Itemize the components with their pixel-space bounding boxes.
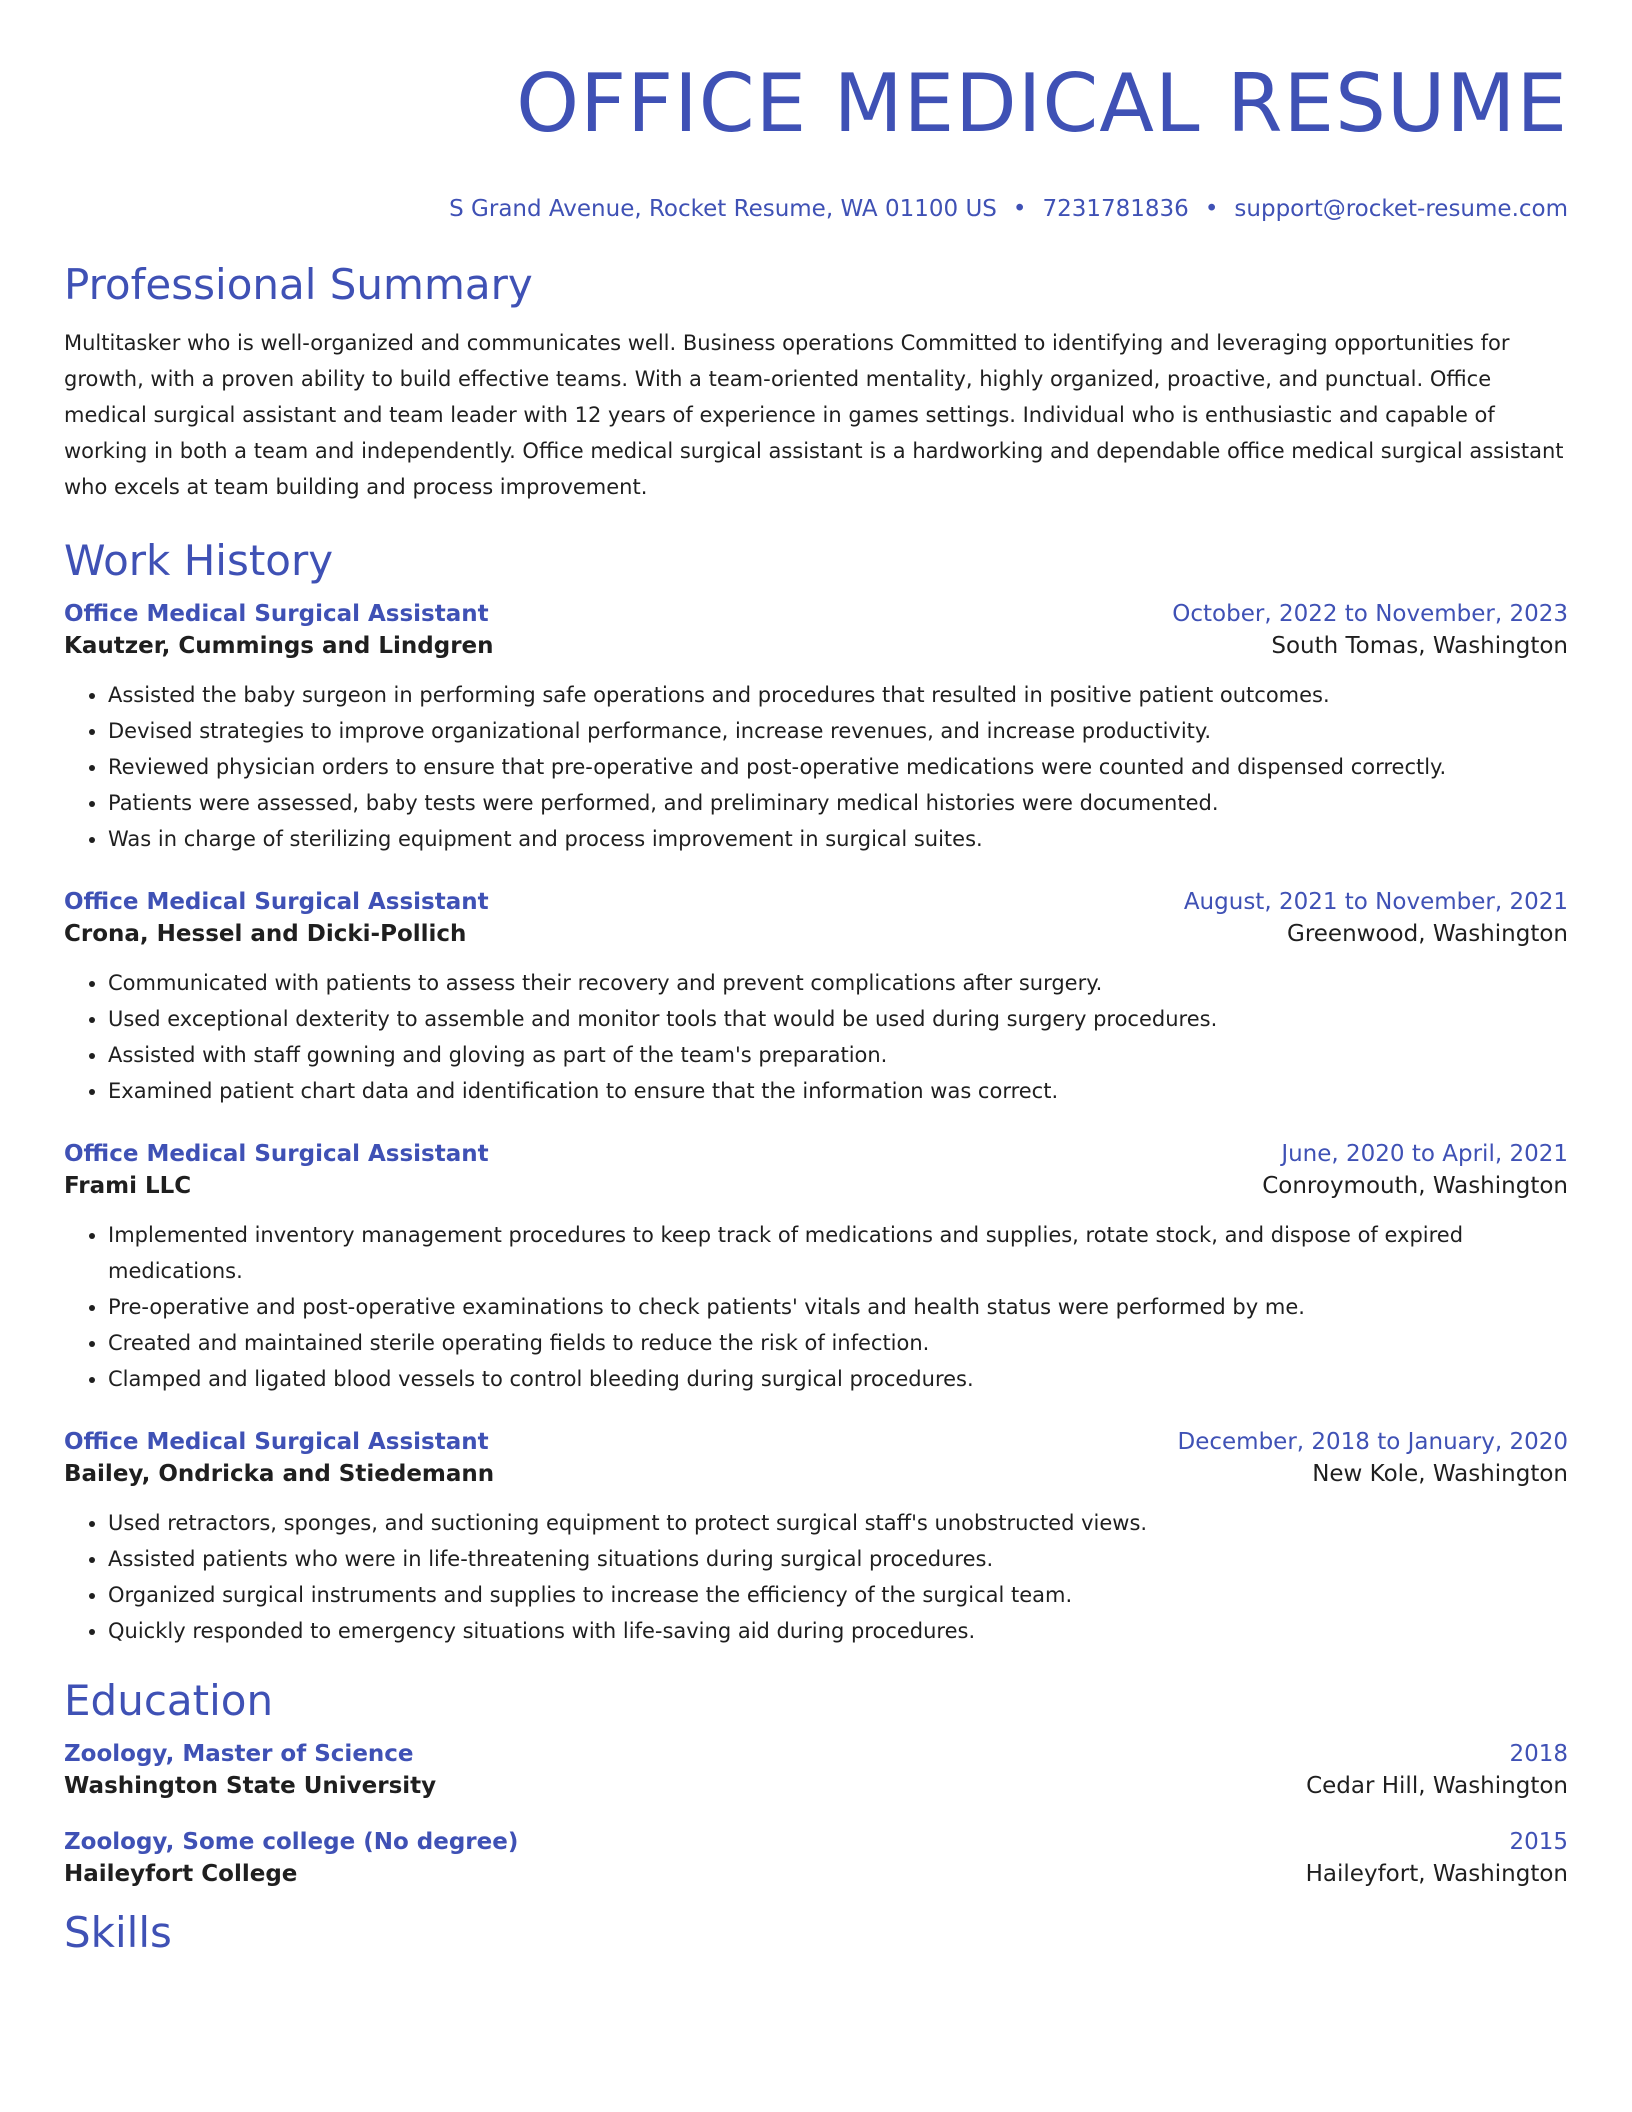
bullet-item: • Created and maintained sterile operating fields to reduce the risk of infection. (108, 1325, 1568, 1361)
job-company-row (64, 633, 1568, 659)
job-bullets (64, 1505, 1568, 1649)
contact-email: support@rocket-resume.com (1234, 196, 1568, 222)
job-bullets (64, 677, 1568, 857)
bullet-item: • Pre-operative and post-operative examinations to check patients' vitals and health status were performed by me. (108, 1289, 1568, 1325)
education-degree: Zoology, Some college (No degree) (64, 1829, 519, 1855)
education-location: Haileyfort, Washington (1305, 1861, 1568, 1887)
education-school-row (64, 1773, 1568, 1799)
job-header-row (64, 1429, 1568, 1455)
contact-separator: • (1204, 196, 1219, 222)
bullet-item: • Clamped and ligated blood vessels to control bleeding during surgical procedures. (108, 1361, 1568, 1397)
bullet-item: • Implemented inventory management procedures to keep track of medications and supplies, rotate stock, and dispose of expired medications. (108, 1217, 1568, 1289)
job-company: Crona, Hessel and Dicki-Pollich (64, 921, 467, 947)
resume-title: OFFICE MEDICAL RESUME (516, 57, 1568, 150)
education-section (64, 1675, 1568, 1887)
skills-section (64, 1907, 1568, 1959)
job-title: Office Medical Surgical Assistant (64, 1141, 489, 1167)
job-title: Office Medical Surgical Assistant (64, 889, 489, 915)
job-title: Office Medical Surgical Assistant (64, 601, 489, 627)
bullet-item: • Assisted patients who were in life-threatening situations during surgical procedures. (108, 1541, 1568, 1577)
education-year: 2015 (1509, 1829, 1568, 1855)
job-entry (64, 601, 1568, 857)
bullet-item: • Used exceptional dexterity to assemble and monitor tools that would be used during surgery procedures. (108, 1001, 1568, 1037)
education-year: 2018 (1509, 1741, 1568, 1767)
bullet-item: • Assisted the baby surgeon in performing safe operations and procedures that resulted in positive patient outcomes. (108, 677, 1568, 713)
job-company: Frami LLC (64, 1173, 192, 1199)
bullet-item: • Communicated with patients to assess their recovery and prevent complications after surgery. (108, 965, 1568, 1001)
education-entry (64, 1829, 1568, 1887)
education-location: Cedar Hill, Washington (1306, 1773, 1568, 1799)
job-entry (64, 1429, 1568, 1649)
job-company: Bailey, Ondricka and Stiedemann (64, 1461, 495, 1487)
contact-phone: 7231781836 (1042, 196, 1189, 222)
job-company-row (64, 921, 1568, 947)
bullet-item: • Devised strategies to improve organizational performance, increase revenues, and increase productivity. (108, 713, 1568, 749)
education-header-row (64, 1741, 1568, 1767)
job-location: New Kole, Washington (1312, 1461, 1568, 1487)
job-entry (64, 889, 1568, 1109)
bullet-item: • Reviewed physician orders to ensure that pre-operative and post-operative medications were counted and dispensed correctly. (108, 749, 1568, 785)
job-location: South Tomas, Washington (1271, 633, 1568, 659)
work-section (64, 535, 1568, 1649)
job-company-row (64, 1173, 1568, 1199)
job-title: Office Medical Surgical Assistant (64, 1429, 489, 1455)
education-school-row (64, 1861, 1568, 1887)
bullet-item: • Quickly responded to emergency situations with life-saving aid during procedures. (108, 1613, 1568, 1649)
job-location: Conroymouth, Washington (1262, 1173, 1568, 1199)
job-dates: December, 2018 to January, 2020 (1177, 1429, 1568, 1455)
bullet-item: • Was in charge of sterilizing equipment and process improvement in surgical suites. (108, 821, 1568, 857)
contact-separator: • (1012, 196, 1027, 222)
job-company: Kautzer, Cummings and Lindgren (64, 633, 494, 659)
bullet-item: • Patients were assessed, baby tests were performed, and preliminary medical histories were documented. (108, 785, 1568, 821)
job-dates: June, 2020 to April, 2021 (1281, 1141, 1568, 1167)
job-header-row (64, 1141, 1568, 1167)
contact-address: S Grand Avenue, Rocket Resume, WA 01100 US (449, 196, 997, 222)
education-entry (64, 1741, 1568, 1799)
summary-text: Multitasker who is well-organized and communicates well. Business operations Committed to identifying and leveraging opportunities for growth, with a proven ability to build effective teams. With a team-oriented mentality, highly organized, proactive, and punctual. Office medical surgical assistant and team leader with 12 years of experience in games settings. Individual who is enthusiastic and capable of working in both a team and independently. Office medical surgical assistant is a hardworking and dependable office medical surgical assistant who excels at team building and process improvement. (64, 331, 1564, 499)
education-header-row (64, 1829, 1568, 1855)
job-location: Greenwood, Washington (1287, 921, 1568, 947)
job-bullets (64, 965, 1568, 1109)
job-header-row (64, 889, 1568, 915)
job-header-row (64, 601, 1568, 627)
job-company-row (64, 1461, 1568, 1487)
section-heading: Professional Summary (64, 260, 533, 309)
bullet-item: • Examined patient chart data and identification to ensure that the information was correct. (108, 1073, 1568, 1109)
bullet-item: • Assisted with staff gowning and gloving as part of the team's preparation. (108, 1037, 1568, 1073)
bullet-item: • Used retractors, sponges, and suctioning equipment to protect surgical staff's unobstructed views. (108, 1505, 1568, 1541)
bullet-item: • Organized surgical instruments and supplies to increase the efficiency of the surgical team. (108, 1577, 1568, 1613)
job-entry (64, 1141, 1568, 1397)
contact-line (64, 195, 1568, 223)
summary-section (64, 259, 1568, 505)
education-degree: Zoology, Master of Science (64, 1741, 414, 1767)
job-dates: August, 2021 to November, 2021 (1183, 889, 1568, 915)
education-school: Washington State University (64, 1773, 437, 1799)
education-school: Haileyfort College (64, 1861, 298, 1887)
job-bullets (64, 1217, 1568, 1397)
job-dates: October, 2022 to November, 2023 (1172, 601, 1568, 627)
section-heading: Skills (64, 1908, 172, 1957)
section-heading: Education (64, 1676, 274, 1725)
section-heading: Work History (64, 536, 334, 585)
